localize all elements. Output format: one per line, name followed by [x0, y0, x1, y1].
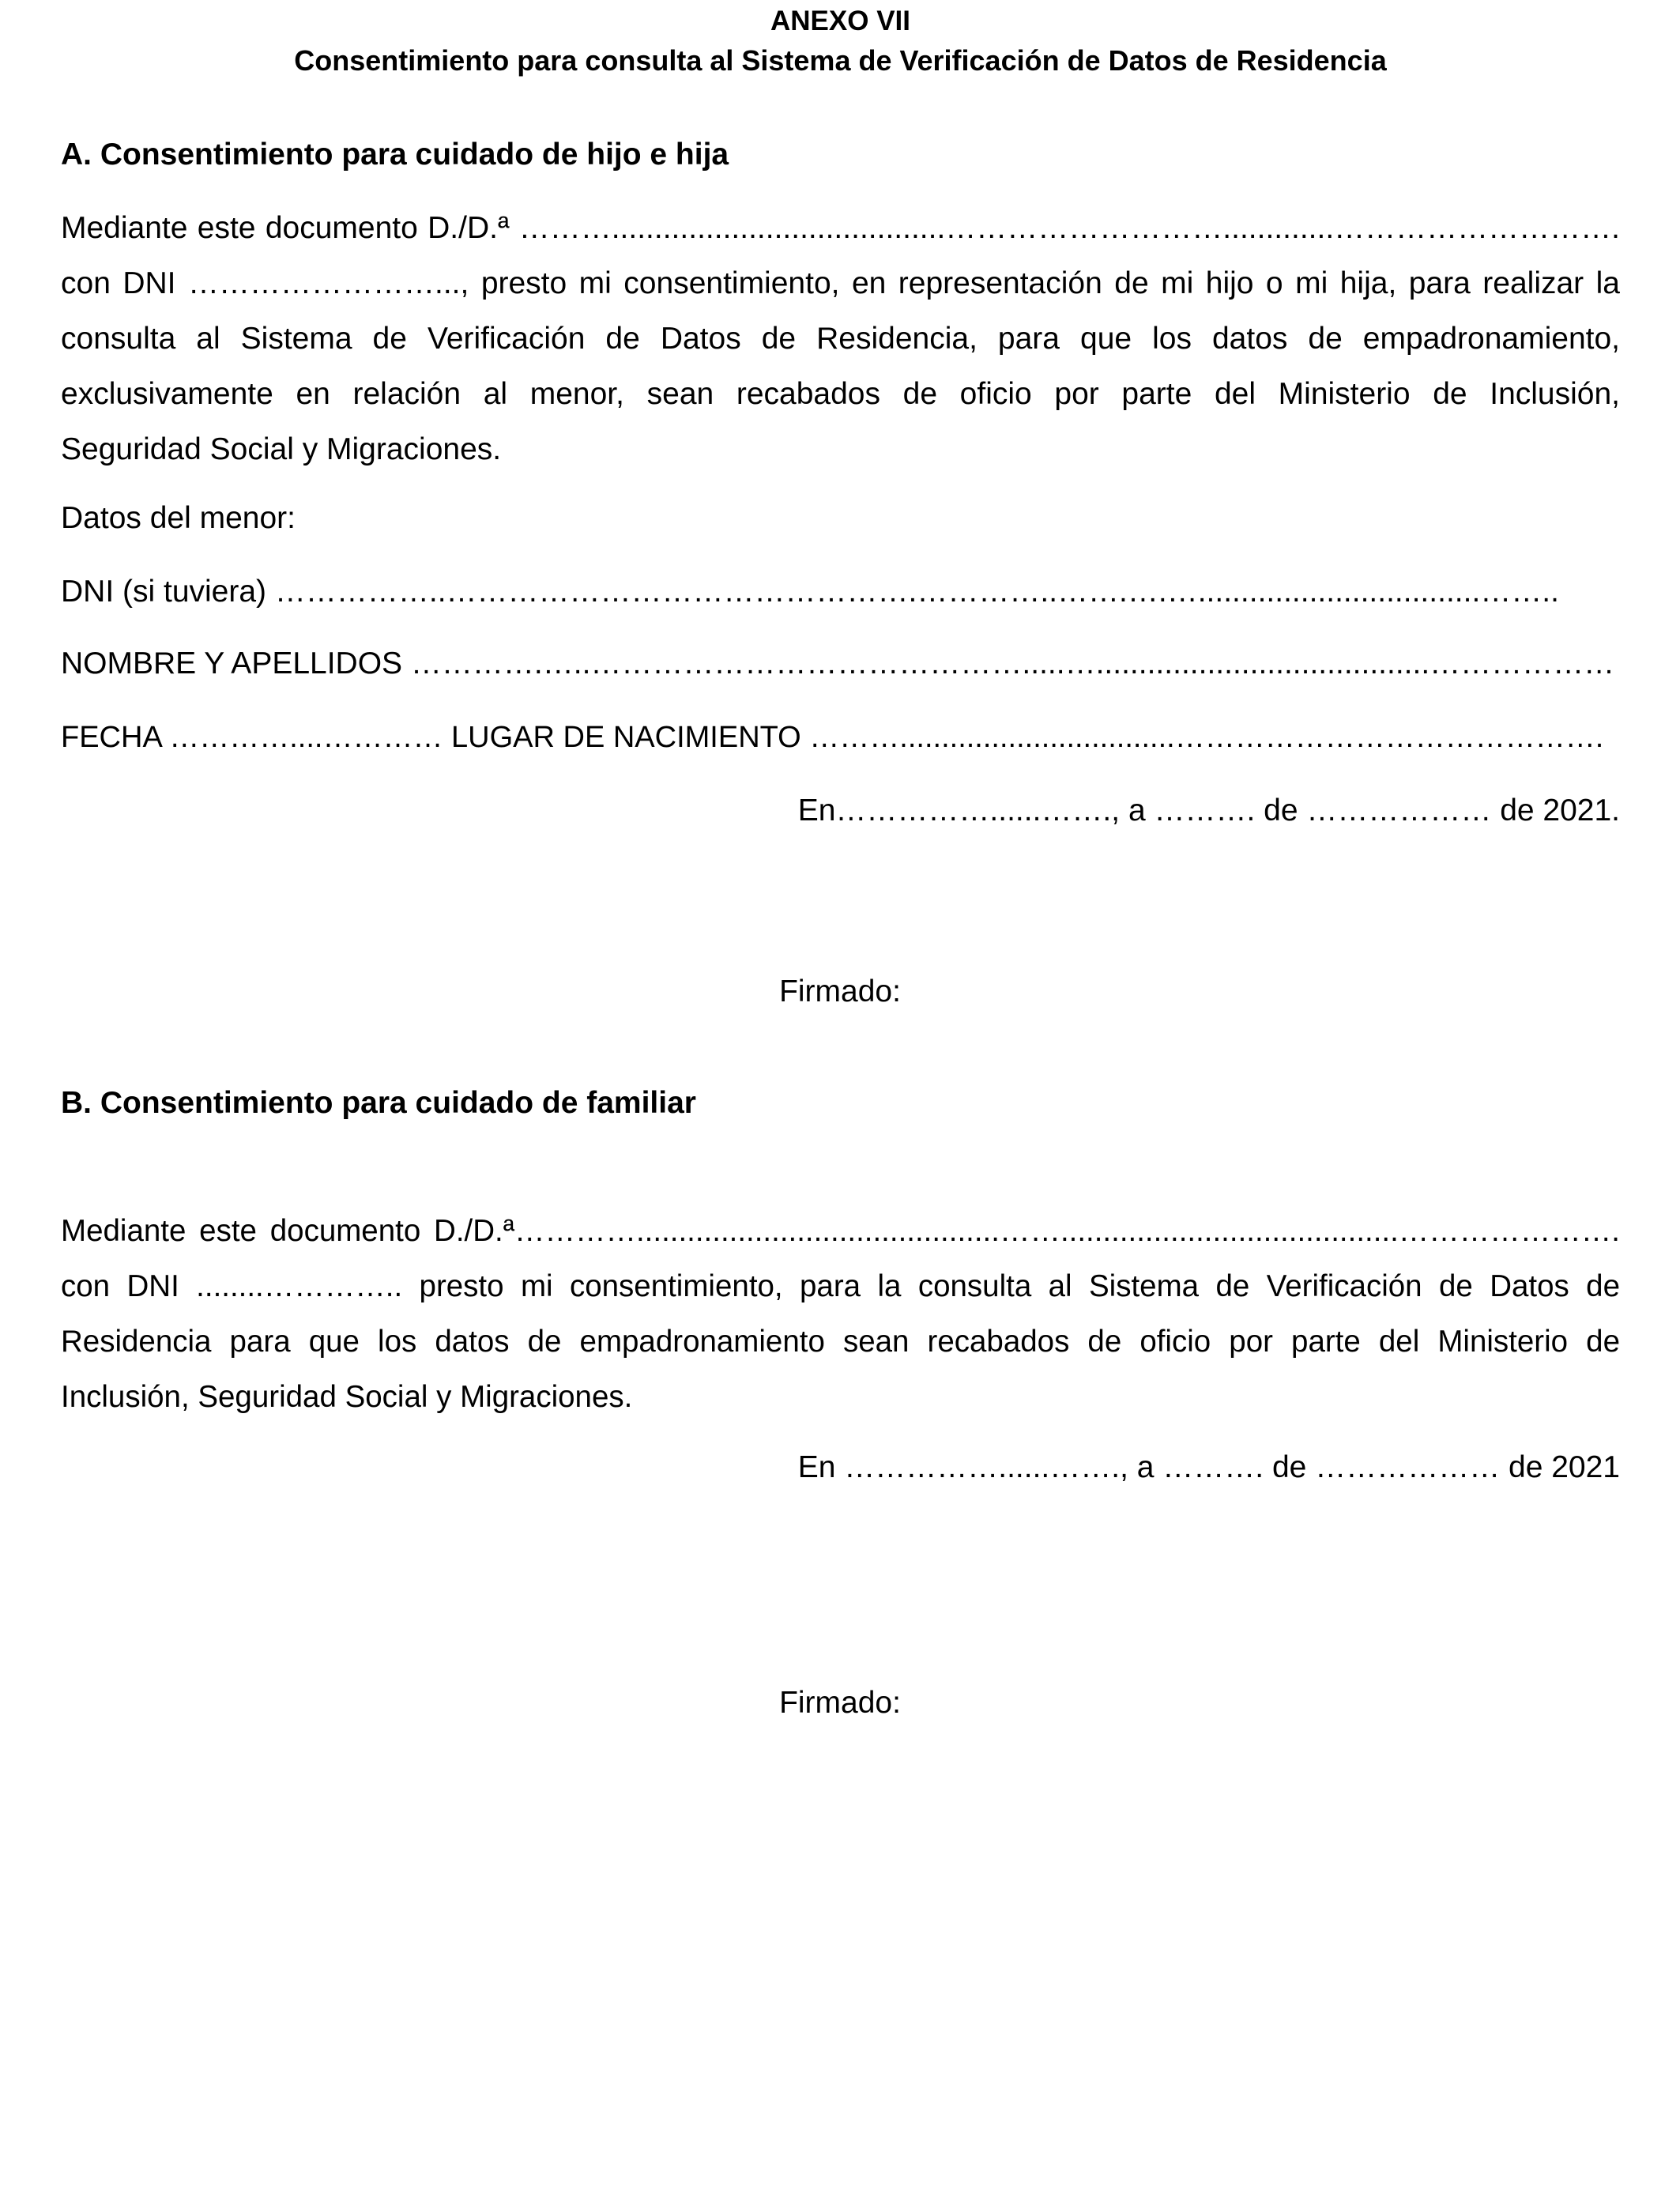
annex-title: ANEXO VII	[770, 6, 910, 36]
section-b-line: Mediante este documento D./D.ª…………...........................................……........................................………………….	[61, 1214, 1620, 1248]
section-b-line: Inclusión, Seguridad Social y Migraciones.	[61, 1380, 633, 1414]
section-a-line: Mediante este documento D./D.ª ……….......................................……………………….............……………………….	[61, 211, 1620, 245]
minor-dni-field: DNI (si tuviera) ……………..……………………………………….…………..…….….….................................……..	[61, 575, 1559, 609]
section-b-signature-label: Firmado:	[779, 1686, 901, 1720]
section-b-line: Residencia para que los datos de empadronamiento sean recabados de oficio por parte del Ministerio de	[61, 1325, 1620, 1359]
document-subtitle: Consentimiento para consulta al Sistema de Verificación de Datos de Residencia	[294, 44, 1387, 77]
section-a-line: exclusivamente en relación al menor, sean recabados de oficio por parte del Ministerio de Inclusión,	[61, 377, 1620, 411]
section-a-signature-label: Firmado:	[779, 974, 901, 1008]
section-a-line: con DNI ……………………..., presto mi consentimiento, en representación de mi hijo o mi hija, para realizar la	[61, 266, 1620, 300]
section-b-paragraph	[61, 1204, 1620, 1425]
minor-name-field: NOMBRE Y APELLIDOS ………….…..…………………………………….....….......................................………………	[61, 647, 1615, 680]
minor-data-label: Datos del menor:	[61, 501, 296, 535]
section-b-heading: B. Consentimiento para cuidado de familiar	[61, 1086, 696, 1120]
section-b-line: con DNI ........………….. presto mi consentimiento, para la consulta al Sistema de Verificación de Datos de	[61, 1269, 1620, 1303]
minor-birth-field: FECHA …………....………… LUGAR DE NACIMIENTO ……….................................…………………………………….	[61, 721, 1604, 754]
section-a-line: consulta al Sistema de Verificación de Datos de Residencia, para que los datos de empadronamiento,	[61, 322, 1620, 356]
section-a-heading: A. Consentimiento para cuidado de hijo e hija	[61, 138, 729, 172]
section-a-line: Seguridad Social y Migraciones.	[61, 432, 502, 466]
section-b-place-date: En ……………......……., a ………. de ……………… de 2021	[797, 1450, 1620, 1484]
section-a-paragraph	[61, 201, 1620, 477]
section-a-place-date: En……………......……., a ………. de ……………… de 2021.	[797, 794, 1620, 827]
